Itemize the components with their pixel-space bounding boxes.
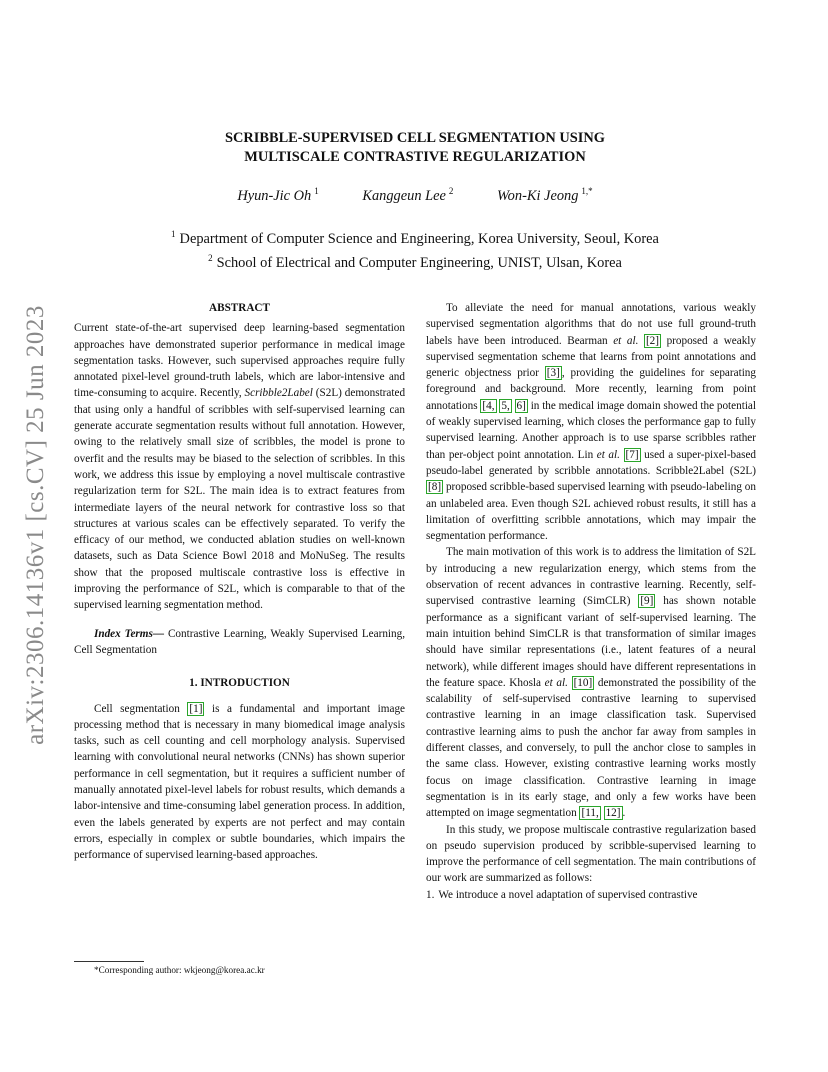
citation-link[interactable]: [4,	[482, 399, 495, 412]
affiliation: $^1$ Department of Computer Science and Engineering, Korea University, Seoul, Korea	[171, 229, 659, 247]
citation-link[interactable]: [1]	[189, 702, 203, 715]
paragraph: The main motivation of this work is to address the limitation of S2L by introducing a new regularization energy, which stems from the observation of recent advances in contrastive learning. Recently, self-supervised contrastive learning (SimCLR) [9] has shown notable performance as a significant variant of self-supervised learning. The main intuition behind SimCLR is that transformation of similar images should have similar representations (i.e., latent features of a neural network), while different images should have different representations in the feature space. Khosla et al. [10] demonstrated the possibility of the scalability of self-supervised contrastive learning to supervised contrastive learning in an image classification task. Supervised contrastive learning aims to push the anchor far away from samples in different classes, and conversely, to pull the anchor close to samples in the same class. However, existing contrastive learning works mostly focus on image classification. Contrastive learning in image segmentation is in its early stage, and only a few works have been attempted on image segmentation [11, 12] .	[426, 546, 757, 820]
affiliation: $^2$ School of Electrical and Computer Engineering, UNIST, Ulsan, Korea	[208, 252, 622, 271]
title-line-2: MULTISCALE CONTRASTIVE REGULARIZATION	[244, 149, 586, 165]
author-list	[120, 186, 710, 205]
citation-link[interactable]: 12]	[605, 807, 621, 820]
author: Kanggeun Lee $^2$	[362, 186, 454, 204]
abstract-heading: ABSTRACT	[209, 302, 270, 314]
affiliations	[100, 225, 730, 273]
citation-link[interactable]: [11,	[581, 807, 599, 820]
left-column	[74, 300, 405, 864]
introduction-heading: 1. INTRODUCTION	[189, 677, 290, 690]
citation-link[interactable]: 6]	[516, 399, 526, 412]
index-terms: Index Terms— Contrastive Learning, Weakly Supervised Learning, Cell Segmentation	[74, 627, 406, 656]
list-item: 1. We introduce a novel adaptation of supervised contrastive	[426, 888, 698, 901]
author: Hyun-Jic Oh $^1$	[237, 186, 319, 204]
citation-link[interactable]: [2]	[645, 334, 659, 347]
paragraph: In this study, we propose multiscale contrastive regularization based on pseudo supervision produced by scribble-supervised learning to improve the performance of cell segmentation. The main contributions of our work are summarized as follows:	[426, 823, 756, 885]
arxiv-id: arXiv:2306.14136v1 [cs.CV] 25 Jun 2023	[22, 305, 49, 745]
abstract-text: Current state-of-the-art supervised deep learning-based segmentation approaches have demonstrated superior performance in medical image segmentation tasks. However, such supervised approaches require fully annotated pixel-level ground-truth labels, which are labor-intensive and time-consuming to acquire. Recently, Scribble2Label (S2L) demonstrated that using only a handful of scribbles with self-supervised learning can generate accurate segmentation results without full annotation. However, owing to the relatively small size of scribbles, the model is prone to overfit and the results may be biased to the selection of scribbles. In this work, we address this issue by employing a novel multiscale contrastive regularization term for S2L. The main idea is to extract features from intermediate layers of the neural network for contrastive loss so that structures at various scales can be effectively separated. To verify the efficacy of our method, we conducted ablation studies on well-known datasets, such as Data Science Bowl 2018 and MoNuSeg. The results show that the proposed multiscale contrastive loss is effective in improving the performance of S2L, which is comparable to that of the supervised learning segmentation method.	[74, 322, 406, 612]
citation-link[interactable]: 5,	[501, 399, 510, 412]
footnote: *Corresponding author: wkjeong@korea.ac.kr	[94, 965, 265, 975]
title-line-1: SCRIBBLE-SUPERVISED CELL SEGMENTATION USING	[224, 130, 605, 146]
arxiv-stamp	[14, 290, 58, 760]
footnote-rule	[74, 961, 144, 962]
right-column	[426, 300, 756, 903]
introduction-text: Cell segmentation [1] is a fundamental and important image processing method that is necessary in many biomedical image analysis tasks, such as cell counting and cell morphology analysis. Supervised learning with convolutional neural networks (CNNs) has shown superior performance in cell segmentation, but it requires a sufficient number of manually annotated pixel-level labels for robust results, which demands a labor-intensive and time-consuming label generation process. In addition, even the labels generated by experts are not perfect and may contain errors, especially in complex or subtle boundaries, which impairs the performance of supervised learning-based approaches.	[74, 702, 406, 862]
citation-link[interactable]: [7]	[625, 448, 639, 461]
citation-link[interactable]: [3]	[546, 367, 560, 380]
paragraph: To alleviate the need for manual annotations, various weakly supervised segmentation algorithms that do not use full ground-truth labels have been introduced. Bearman et al. [2] proposed a weakly supervised segmentation scheme that learns from point annotations and generic objectness prior [3] , providing the guidelines for separating foreground and background. More recently, learning from point annotations [4, 5, 6] in the medical image domain showed the potential of weakly supervised learning, which closes the performance gap to fully supervised learning. Another approach is to use sparse scribbles rather than per-object point annotation. Lin et al. [7] used a super-pixel-based pseudo-label generated by scribble annotations. Scribble2Label (S2L) [8] proposed scribble-based supervised learning with pseudo-labeling on an unlabeled area. Even though S2L achieved robust results, it still has a limitation of overfitting scribble annotations, which may impair the segmentation performance.	[426, 302, 757, 543]
citation-link[interactable]: [10]	[573, 676, 593, 689]
paper-title	[120, 129, 710, 167]
author: Won-Ki Jeong $^{1,*}$	[497, 186, 593, 204]
citation-link[interactable]: [9]	[640, 595, 654, 608]
citation-link[interactable]: [8]	[428, 481, 442, 494]
